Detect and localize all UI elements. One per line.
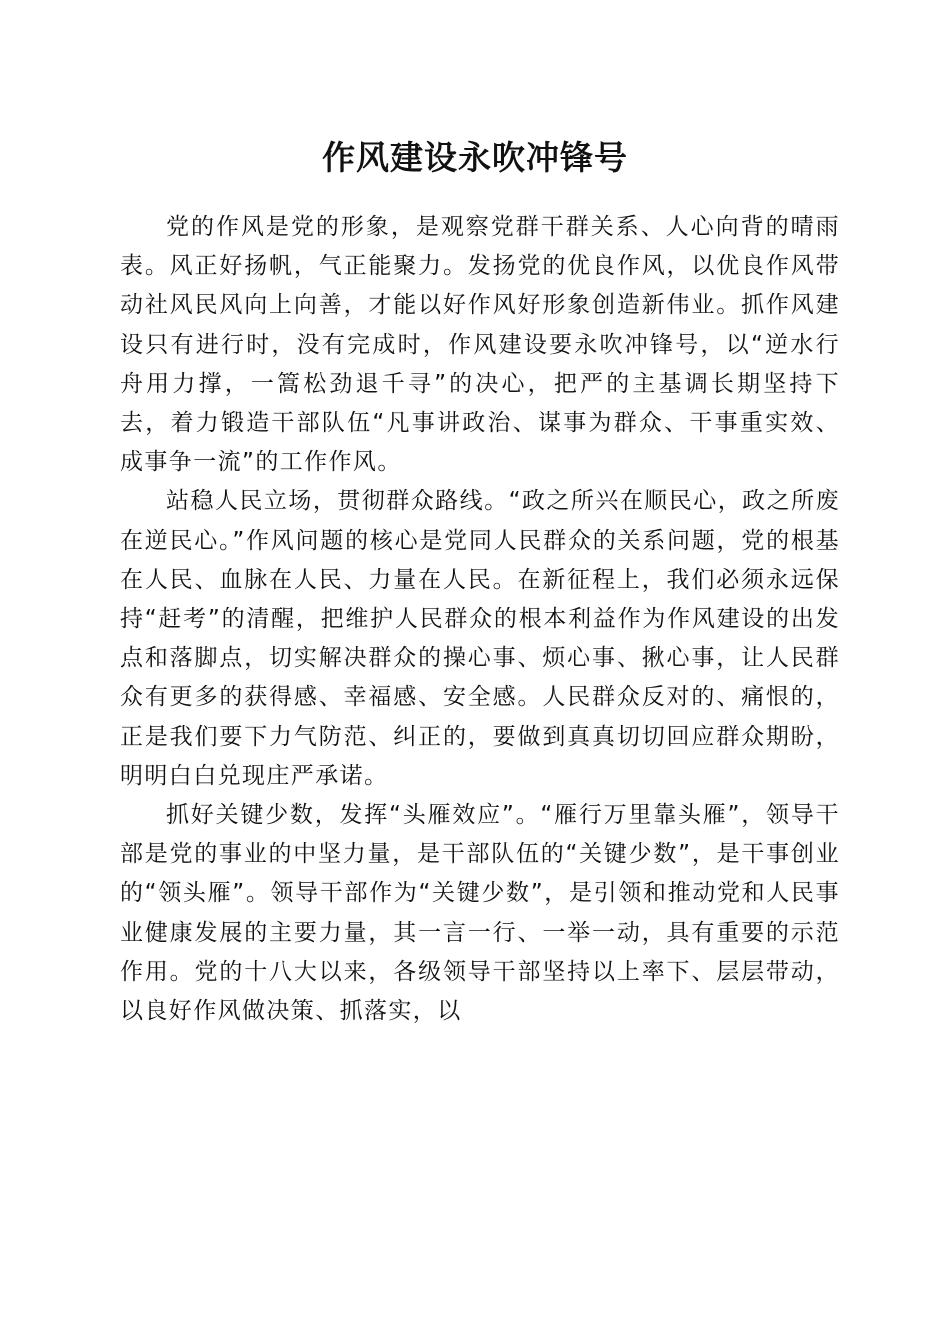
paragraph: 党的作风是党的形象，是观察党群干群关系、人心向背的晴雨表。风正好扬帆，气正能聚力。发扬党的优良作风，以优良作风带动社风民风向上向善，才能以好作风好形象创造新伟业。抓作风建设只有进行时，没有完成时，作风建设要永吹冲锋号，以“逆水行舟用力撑，一篙松劲退千寻”的决心，把严的主基调长期坚持下去，着力锻造干部队伍“凡事讲政治、谋事为群众、干事重实效、成事争一流”的工作作风。	[120, 214, 840, 476]
paragraph: 站稳人民立场，贯彻群众路线。“政之所兴在顺民心，政之所废在逆民心。”作风问题的核心是党同人民群众的关系问题，党的根基在人民、血脉在人民、力量在人民。在新征程上，我们必须永远保持“赶考”的清醒，把维护人民群众的根本利益作为作风建设的出发点和落脚点，切实解决群众的操心事、烦心事、揪心事，让人民群众有更多的获得感、幸福感、安全感。人民群众反对的、痛恨的，正是我们要下力气防范、纠正的，要做到真真切切回应群众期盼，明明白白兑现庄严承诺。	[120, 488, 840, 789]
document-body	[120, 208, 840, 1031]
document-title: 作风建设永吹冲锋号	[322, 138, 628, 177]
paragraph: 抓好关键少数，发挥“头雁效应”。“雁行万里靠头雁”，领导干部是党的事业的中坚力量，是干部队伍的“关键少数”，是干事创业的“领头雁”。领导干部作为“关键少数”，是引领和推动党和人民事业健康发展的主要力量，其一言一行、一举一动，具有重要的示范作用。党的十八大以来，各级领导干部坚持以上率下、层层带动，以良好作风做决策、抓落实，以	[120, 802, 840, 1025]
